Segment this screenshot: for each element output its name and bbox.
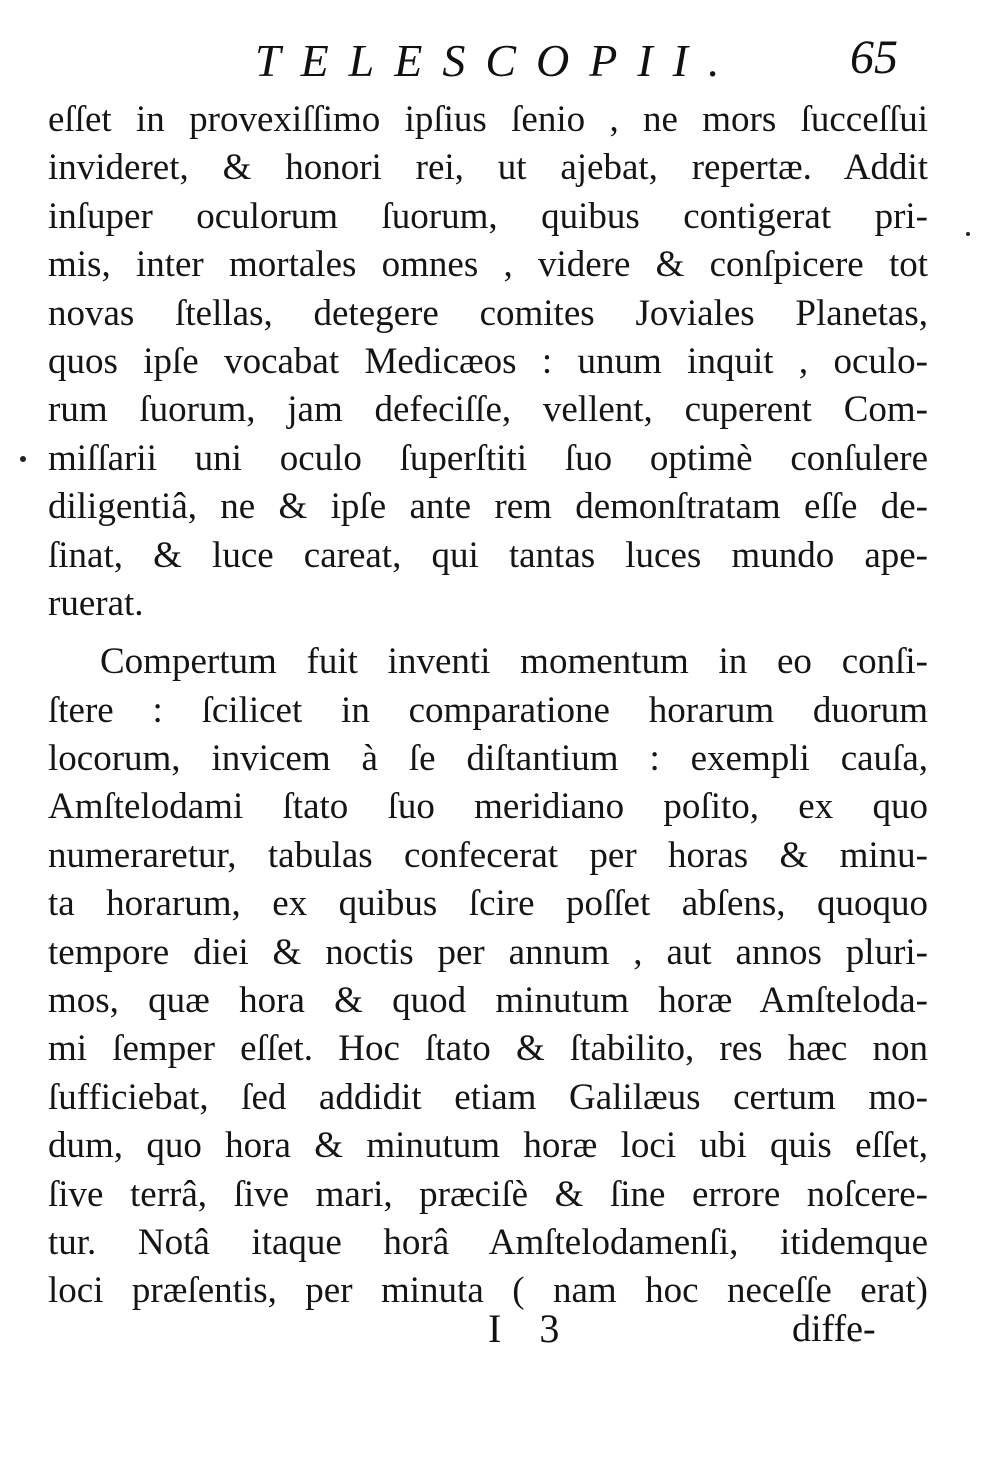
text-line: ruerat. (48, 582, 144, 624)
text-line: eſſet in provexiſſimo ipſius ſenio , ne mors ſucceſſui (48, 99, 928, 140)
paragraph-2 (48, 638, 928, 1315)
running-title: TELESCOPII. (255, 35, 740, 86)
text-line: tur. Notâ itaque horâ Amſtelodamenſi, itidemque (48, 1221, 928, 1263)
text-line: locorum, invicem à ſe diſtantium : exempli cauſa, (48, 738, 928, 780)
running-head (0, 28, 1000, 98)
catchword: diffe- (792, 1308, 876, 1350)
text-line: quos ipſe vocabat Medicæos : unum inquit , oculo- (48, 340, 928, 382)
text-line: diligentiâ, ne & ipſe ante rem demonſtratam eſſe de- (48, 486, 928, 528)
signature-mark: I 3 (488, 1306, 574, 1351)
text-line: numeraretur, tabulas confecerat per horas & minu- (48, 834, 928, 876)
text-line: dum, quo hora & minutum horæ loci ubi quis eſſet, (48, 1125, 928, 1167)
text-line: Amſtelodami ſtato ſuo meridiano poſito, ex quo (48, 786, 928, 828)
text-line: tempore diei & noctis per annum , aut annos pluri- (48, 931, 928, 973)
text-line: ſufficiebat, ſed addidit etiam Galilæus certum mo- (48, 1076, 928, 1118)
page-number: 65 (850, 31, 898, 84)
text-line: inſuper oculorum ſuorum, quibus contigerat pri- (48, 195, 928, 237)
text-line: miſſarii uni oculo ſuperſtiti ſuo optimè conſulere (48, 437, 928, 479)
page-footer (0, 1305, 1000, 1365)
paragraph-1 (48, 96, 928, 628)
text-line: rum ſuorum, jam defeciſſe, vellent, cuperent Com- (48, 389, 928, 431)
text-line: ſinat, & luce careat, qui tantas luces mundo ape- (48, 534, 928, 576)
margin-mark (20, 456, 26, 462)
text-line: ſive terrâ, ſive mari, præciſè & ſine errore noſcere- (48, 1173, 928, 1215)
text-line: loci præſentis, per minuta ( nam hoc neceſſe erat) (48, 1270, 928, 1312)
text-line: novas ſtellas, detegere comites Joviales Planetas, (48, 292, 928, 334)
text-line: ſtere : ſcilicet in comparatione horarum duorum (48, 689, 928, 731)
text-line: mos, quæ hora & quod minutum horæ Amſteloda- (48, 980, 928, 1022)
margin-mark (966, 232, 970, 236)
body-text (48, 96, 928, 1316)
text-line: ta horarum, ex quibus ſcire poſſet abſens, quoquo (48, 883, 928, 925)
text-line: mis, inter mortales omnes , videre & conſpicere tot (48, 244, 928, 286)
text-line: mi ſemper eſſet. Hoc ſtato & ſtabilito, res hæc non (48, 1028, 928, 1070)
text-line: invideret, & honori rei, ut ajebat, repertæ. Addit (48, 147, 928, 189)
text-line: Compertum fuit inventi momentum in eo conſi- (100, 641, 928, 683)
